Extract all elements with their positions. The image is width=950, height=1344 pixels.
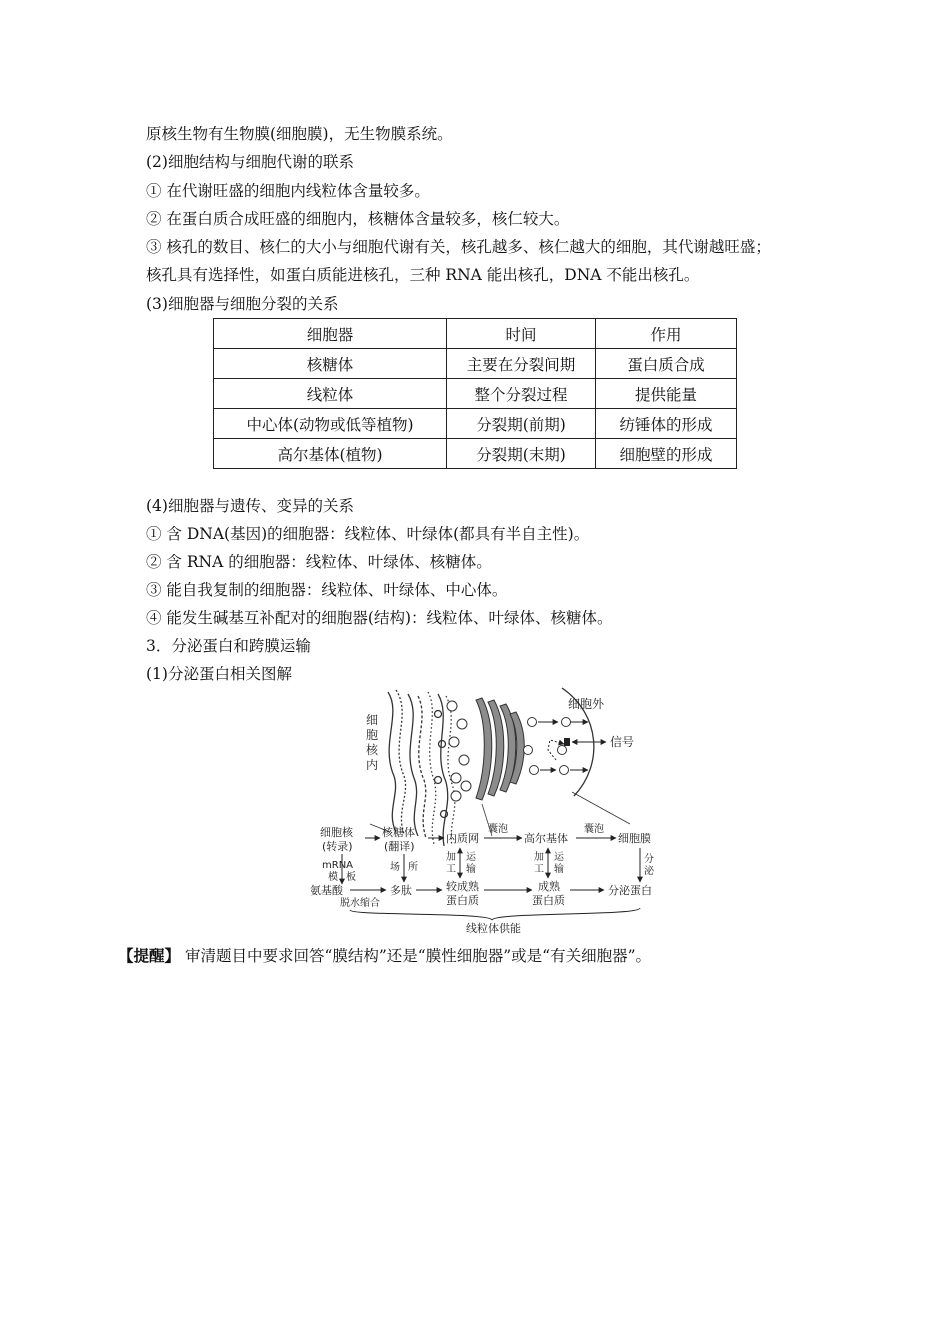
- reminder-label: 【提醒】: [118, 947, 181, 965]
- secrete-label: 分: [644, 854, 654, 865]
- flow-immature-protein-2: 蛋白质: [446, 894, 479, 907]
- table-row: [214, 409, 737, 439]
- vesicle-label-2: 囊泡: [584, 824, 604, 835]
- process-label: 工: [446, 864, 456, 875]
- reminder-text: 审清题目中要求回答“膜结构”还是“膜性细胞器”或是“有关细胞器”。: [184, 947, 651, 965]
- flow-translation: (翻译): [384, 840, 415, 853]
- mito-label: 线粒体供能: [466, 922, 521, 935]
- paragraph-7: (3)细胞器与细胞分裂的关系: [146, 295, 339, 313]
- paragraph-2: (2)细胞结构与细胞代谢的联系: [146, 153, 354, 171]
- table-header: 细胞器: [214, 319, 447, 349]
- secretory-protein-diagram: [310, 684, 670, 936]
- process-label: 加: [534, 852, 544, 863]
- flow-secreted-protein: 分泌蛋白: [608, 884, 652, 897]
- nucleus-label: 细: [366, 713, 379, 727]
- flow-membrane: 细胞膜: [618, 832, 651, 845]
- paragraph-4: ② 在蛋白质合成旺盛的细胞内，核糖体含量较多，核仁较大。: [146, 210, 570, 228]
- flow-mature-protein-2: 蛋白质: [532, 894, 565, 907]
- mrna-label: mRNA: [322, 860, 354, 871]
- organelle-division-table: [213, 318, 737, 469]
- nuclear-envelope-illustration: [388, 690, 426, 838]
- paragraph-14: (1)分泌蛋白相关图解: [146, 665, 292, 683]
- table-cell: 细胞壁的形成: [596, 439, 737, 469]
- table-cell: 中心体(动物或低等植物): [214, 409, 447, 439]
- nucleus-label: 胞: [366, 728, 379, 742]
- flow-golgi: 高尔基体: [524, 832, 568, 845]
- table-cell: 整个分裂过程: [447, 379, 596, 409]
- paragraph-12: ④ 能发生碱基互补配对的细胞器(结构)：线粒体、叶绿体、核糖体。: [146, 609, 613, 627]
- site-label: 所: [408, 862, 418, 873]
- flow-amino-acid: 氨基酸: [310, 884, 343, 897]
- process-label: 输: [554, 864, 564, 875]
- outside-label: 细胞外: [568, 697, 605, 711]
- table-cell: 分裂期(前期): [447, 409, 596, 439]
- nucleus-label: 核: [366, 743, 379, 757]
- flow-er: 内质网: [446, 832, 479, 845]
- process-label: 运: [554, 852, 564, 863]
- flow-mature-protein: 成熟: [538, 880, 560, 893]
- paragraph-6: 核孔具有选择性，如蛋白质能进核孔，三种 RNA 能出核孔，DNA 不能出核孔。: [146, 266, 700, 284]
- table-cell: 纺锤体的形成: [596, 409, 737, 439]
- flow-immature-protein: 较成熟: [446, 880, 479, 893]
- mrna-label: 板: [346, 872, 356, 883]
- paragraph-13: 3．分泌蛋白和跨膜运输: [146, 637, 311, 655]
- table-cell: 蛋白质合成: [596, 349, 737, 379]
- mrna-label: 模: [328, 872, 338, 883]
- paragraph-5: ③ 核孔的数目、核仁的大小与细胞代谢有关，核孔越多、核仁越大的细胞，其代谢越旺盛；: [146, 238, 771, 256]
- flow-nucleus: 细胞核: [320, 826, 353, 839]
- paragraph-1: 原核生物有生物膜(细胞膜)，无生物膜系统。: [146, 125, 453, 143]
- signal-label: 信号: [610, 735, 635, 749]
- flow-ribosome: 核糖体: [382, 826, 415, 839]
- golgi-illustration: [476, 698, 524, 800]
- table-header: 作用: [596, 319, 737, 349]
- table-cell: 核糖体: [214, 349, 447, 379]
- flow-transcription: (转录): [322, 840, 353, 853]
- process-label: 加: [446, 852, 456, 863]
- paragraph-3: ① 在代谢旺盛的细胞内线粒体含量较多。: [146, 182, 430, 200]
- paragraph-11: ③ 能自我复制的细胞器：线粒体、叶绿体、中心体。: [146, 581, 508, 599]
- site-label: 场: [390, 862, 400, 873]
- flow-peptide: 多肽: [390, 884, 412, 897]
- table-header-row: [214, 319, 737, 349]
- table-header: 时间: [447, 319, 596, 349]
- er-illustration: [428, 692, 455, 846]
- table-cell: 高尔基体(植物): [214, 439, 447, 469]
- paragraph-8: (4)细胞器与遗传、变异的关系: [146, 497, 354, 515]
- process-label: 输: [466, 864, 476, 875]
- table-cell: 主要在分裂间期: [447, 349, 596, 379]
- table-cell: 分裂期(末期): [447, 439, 596, 469]
- paragraph-9: ① 含 DNA(基因)的细胞器：线粒体、叶绿体(都具有半自主性)。: [146, 525, 590, 543]
- paragraph-10: ② 含 RNA 的细胞器：线粒体、叶绿体、核糖体。: [146, 553, 492, 571]
- process-label: 运: [466, 852, 476, 863]
- table-row: [214, 439, 737, 469]
- secrete-label: 泌: [644, 866, 654, 877]
- vesicle-label: 囊泡: [488, 824, 508, 835]
- nucleus-label: 内: [366, 758, 379, 772]
- process-label: 工: [534, 864, 544, 875]
- reminder: [118, 944, 651, 966]
- table-row: [214, 379, 737, 409]
- dehydration-label: 脱水缩合: [340, 898, 380, 909]
- table-cell: 线粒体: [214, 379, 447, 409]
- table-cell: 提供能量: [596, 379, 737, 409]
- table-row: [214, 349, 737, 379]
